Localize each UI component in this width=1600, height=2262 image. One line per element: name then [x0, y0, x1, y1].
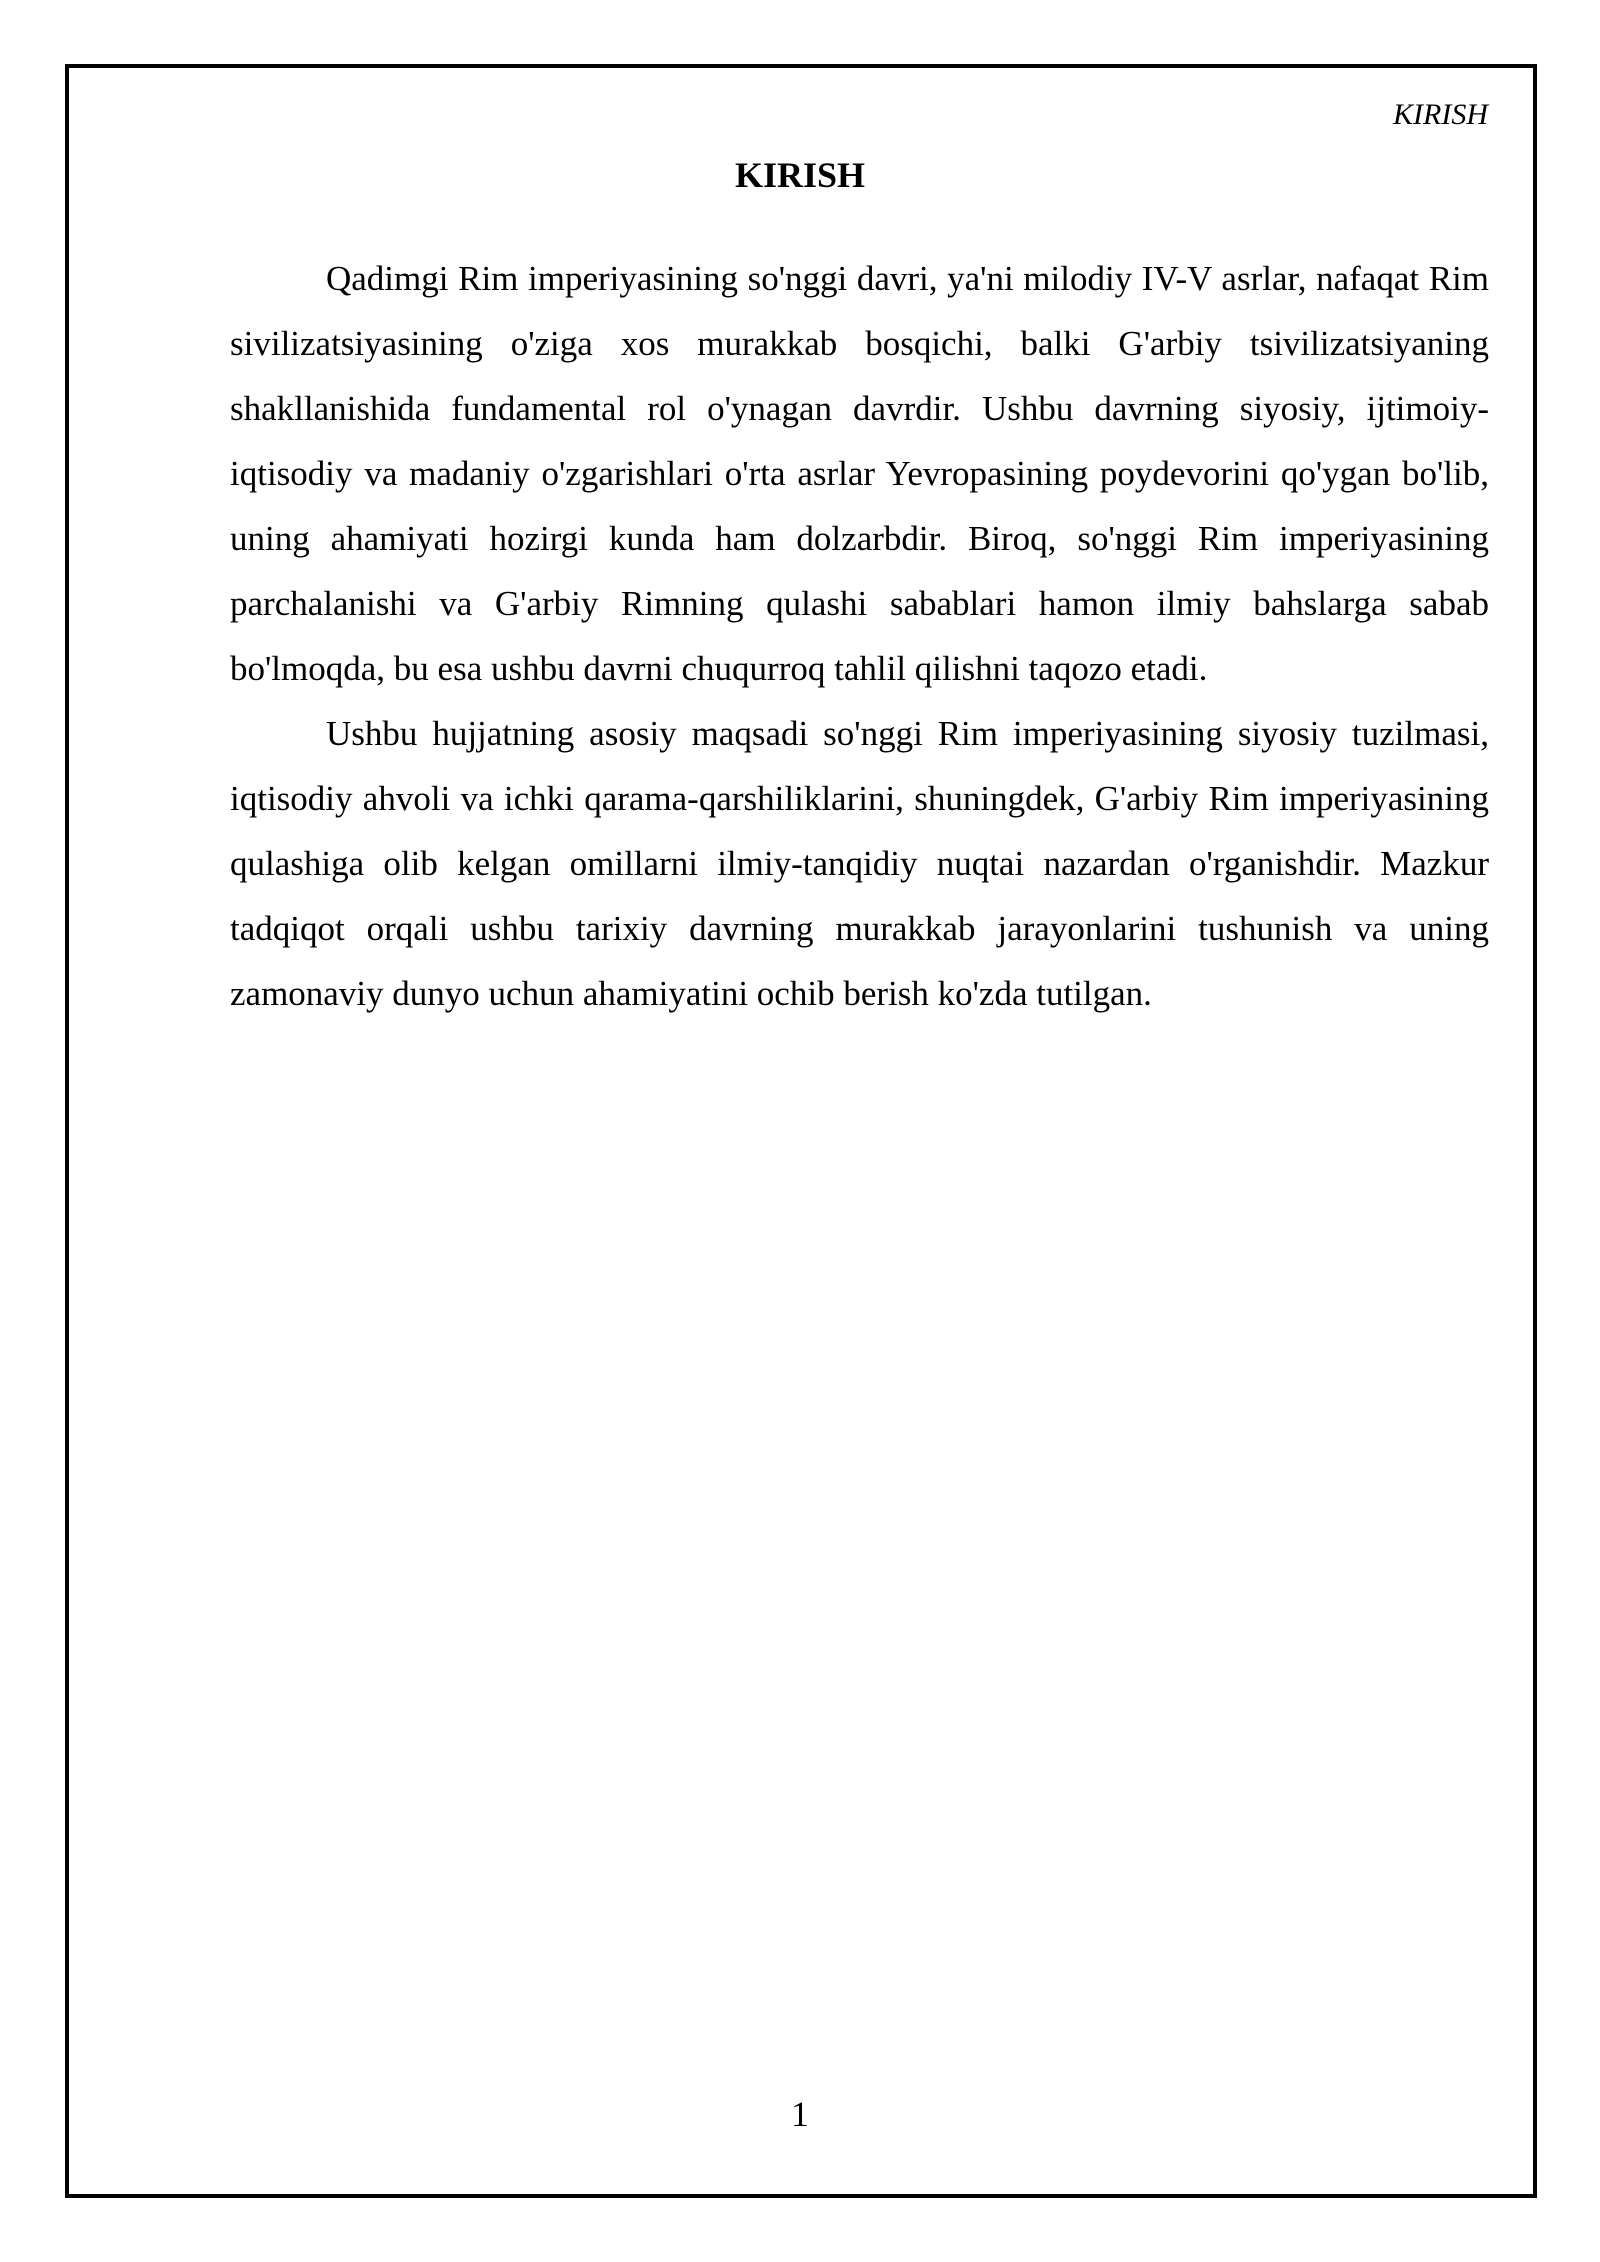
paragraph: Ushbu hujjatning asosiy maqsadi so'nggi Rim imperiyasining siyosiy tuzilmasi, iqtisodiy ahvoli va ichki qarama-qarshiliklarini, shuningdek, G'arbiy Rim imperiyasining qulashiga olib kelgan omillarni ilmiy-tanqidiy nuqtai nazardan o'rganishdir. Mazkur tadqiqot orqali ushbu tarixiy davrning murakkab jarayonlarini tushunish va uning zamonaviy dunyo uchun ahamiyatini ochib berish ko'zda tutilgan. [230, 714, 1489, 1013]
paragraph: Qadimgi Rim imperiyasining so'nggi davri, ya'ni milodiy IV-V asrlar, nafaqat Rim sivilizatsiyasining o'ziga xos murakkab bosqichi, balki G'arbiy tsivilizatsiyaning shakllanishida fundamental rol o'ynagan davrdir. Ushbu davrning siyosiy, ijtimoiy-iqtisodiy va madaniy o'zgarishlari o'rta asrlar Yevropasining poydevorini qo'ygan bo'lib, uning ahamiyati hozirgi kunda ham dolzarbdir. Biroq, so'nggi Rim imperiyasining parchalanishi va G'arbiy Rimning qulashi sabablari hamon ilmiy bahslarga sabab bo'lmoqda, bu esa ushbu davrni chuqurroq tahlil qilishni taqozo etadi. [230, 259, 1489, 688]
body-text [230, 246, 1489, 1026]
running-header: KIRISH [1393, 98, 1488, 131]
page-number: 1 [791, 2094, 809, 2134]
page-title: KIRISH [734, 155, 866, 195]
